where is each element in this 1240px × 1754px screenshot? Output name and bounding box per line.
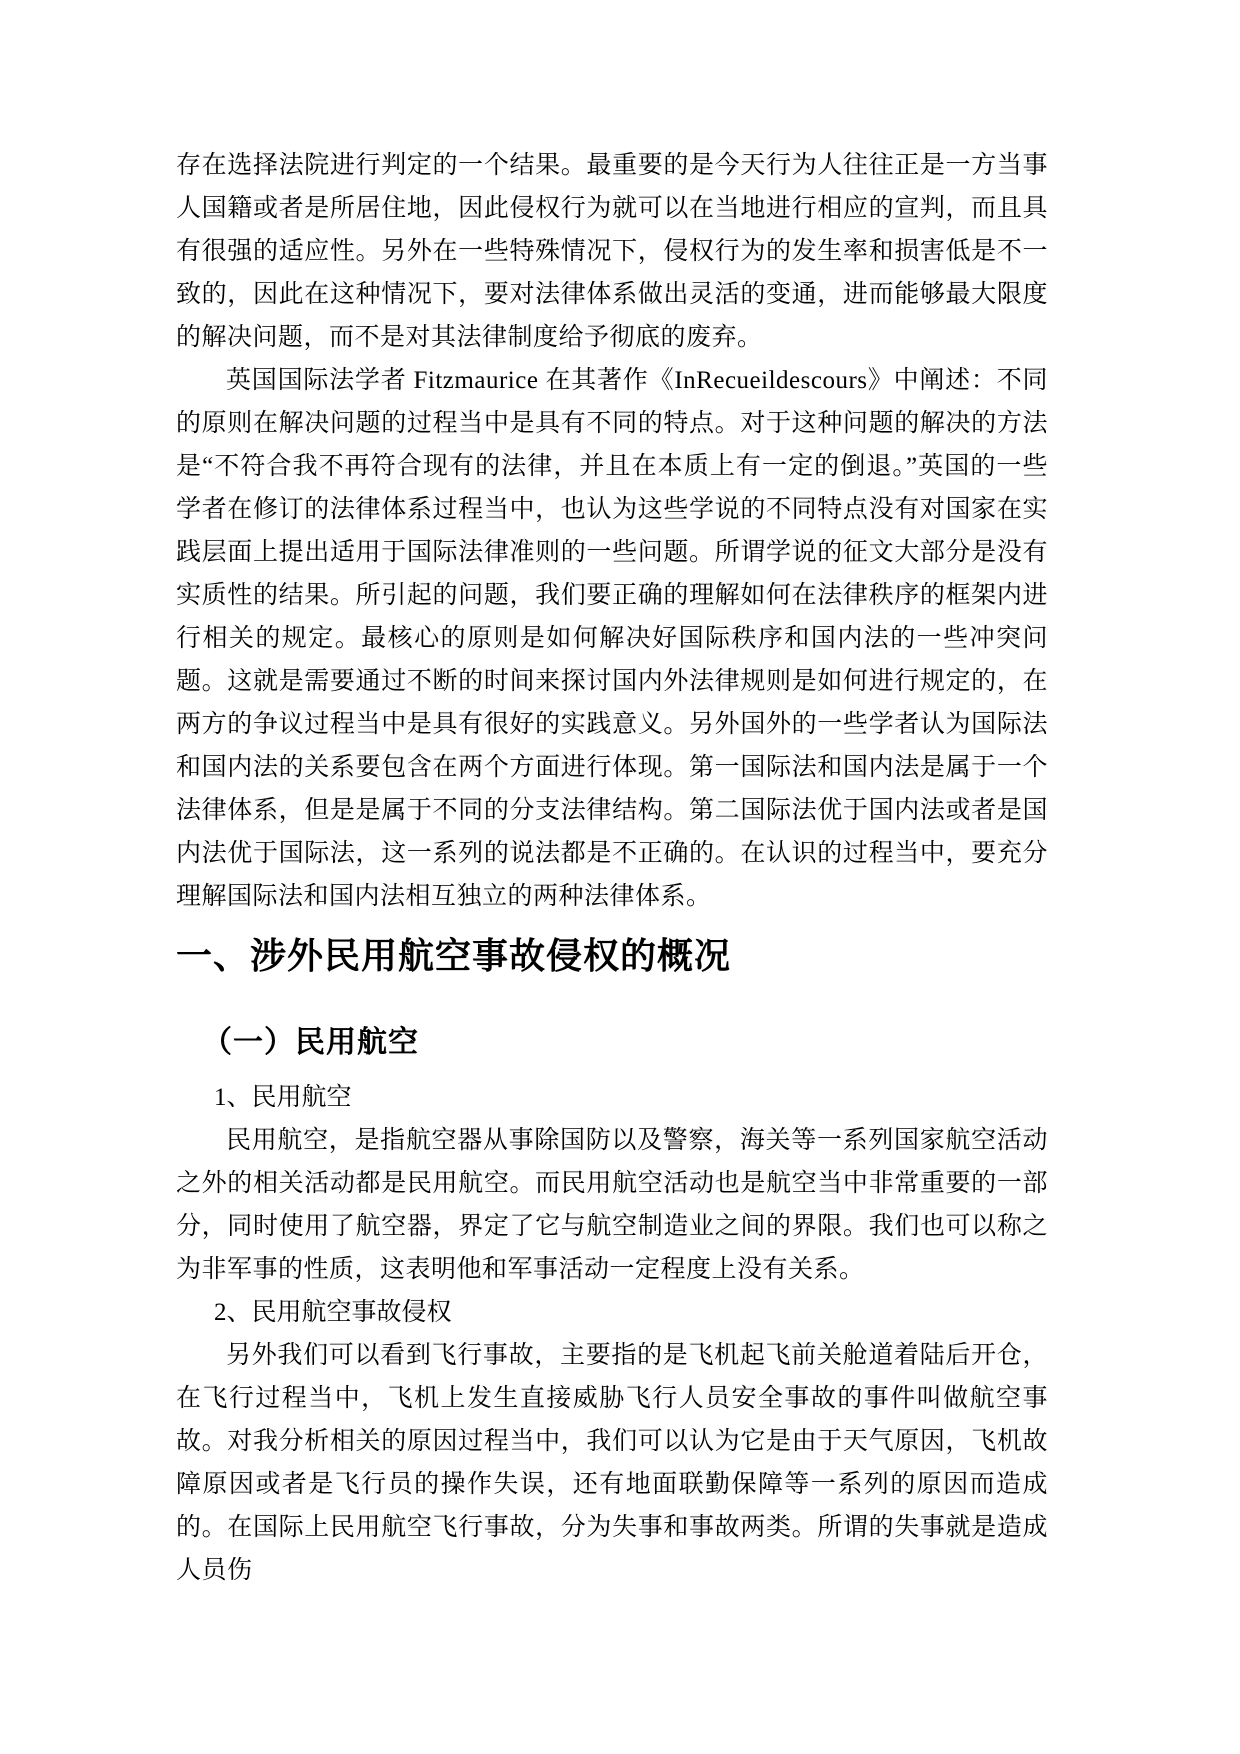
body-paragraph: 英国国际法学者 Fitzmaurice 在其著作《InRecueildescours》中阐述：不同的原则在解决问题的过程当中是具有不同的特点。对于这种问题的解决的方法是“不符合我不再符合现有的法律，并且在本质上有一定的倒退。”英国的一些学者在修订的法律体系过程当中，也认为这些学说的不同特点没有对国家在实践层面上提出适用于国际法律准则的一些问题。所谓学说的征文大部分是没有实质性的结果。所引起的问题，我们要正确的理解如何在法律秩序的框架内进行相关的规定。最核心的原则是如何解决好国际秩序和国内法的一些冲突问题。这就是需要通过不断的时间来探讨国内外法律规则是如何进行规定的，在两方的争议过程当中是具有很好的实践意义。另外国外的一些学者认为国际法和国内法的关系要包含在两个方面进行体现。第一国际法和国内法是属于一个法律体系，但是是属于不同的分支法律结构。第二国际法优于国内法或者是国内法优于国际法，这一系列的说法都是不正确的。在认识的过程当中，要充分理解国际法和国内法相互独立的两种法律体系。	[176, 367, 1048, 910]
section-heading: 一、涉外民用航空事故侵权的概况	[176, 935, 732, 976]
page-content	[176, 144, 1048, 1592]
body-paragraph-continuation: 存在选择法院进行判定的一个结果。最重要的是今天行为人往往正是一方当事人国籍或者是所居住地，因此侵权行为就可以在当地进行相应的宣判，而且具有很强的适应性。另外在一些特殊情况下，侵权行为的发生率和损害低是不一致的，因此在这种情况下，要对法律体系做出灵活的变通，进而能够最大限度的解决问题，而不是对其法律制度给予彻底的废弃。	[176, 152, 1048, 351]
body-paragraph: 民用航空，是指航空器从事除国防以及警察，海关等一系列国家航空活动之外的相关活动都是民用航空。而民用航空活动也是航空当中非常重要的一部分，同时使用了航空器，界定了它与航空制造业之间的界限。我们也可以称之为非军事的性质，这表明他和军事活动一定程度上没有关系。	[176, 1127, 1048, 1283]
item-heading-1: 1、民用航空	[214, 1084, 352, 1111]
subsection-heading: （一）民用航空	[202, 1026, 419, 1059]
body-paragraph: 另外我们可以看到飞行事故，主要指的是飞机起飞前关舱道着陆后开仓，在飞行过程当中，飞机上发生直接威胁飞行人员安全事故的事件叫做航空事故。对我分析相关的原因过程当中，我们可以认为它是由于天气原因，飞机故障原因或者是飞行员的操作失误，还有地面联勤保障等一系列的原因而造成的。在国际上民用航空飞行事故，分为失事和事故两类。所谓的失事就是造成人员伤	[176, 1342, 1048, 1584]
item-heading-2: 2、民用航空事故侵权	[214, 1299, 452, 1326]
